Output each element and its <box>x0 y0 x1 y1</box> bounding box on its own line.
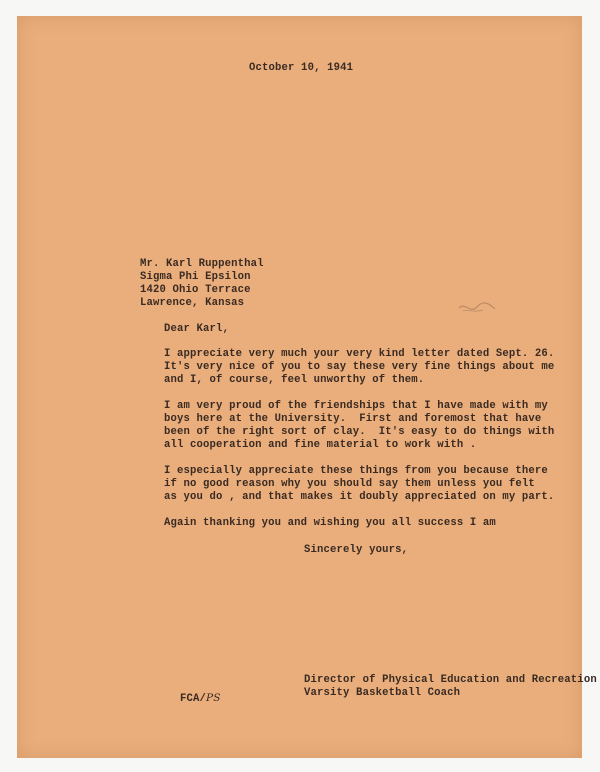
closing: Sincerely yours, <box>304 544 409 556</box>
salutation: Dear Karl, <box>164 323 230 335</box>
paragraph-line: been of the right sort of clay. It's easy to do things with <box>164 426 555 438</box>
paragraph-line: boys here at the University. First and foremost that have <box>164 413 542 425</box>
address-line: Sigma Phi Epsilon <box>140 271 251 283</box>
paragraph-line: and I, of course, feel unworthy of them. <box>164 374 425 386</box>
address-line: Lawrence, Kansas <box>140 297 245 309</box>
letter-date: October 10, 1941 <box>249 62 354 74</box>
ink-smudge-mark <box>457 300 497 316</box>
address-line: Mr. Karl Ruppenthal <box>140 258 264 270</box>
typist-initials: FCA/ <box>180 693 207 705</box>
paragraph-line: I am very proud of the friendships that I have made with my <box>164 400 548 412</box>
paragraph-line: all cooperation and fine material to work with . <box>164 439 477 451</box>
paragraph-line: Again thanking you and wishing you all success I am <box>164 517 496 529</box>
paragraph-line: I especially appreciate these things from you because there <box>164 465 548 477</box>
reference-initials <box>180 688 221 707</box>
paragraph-line: if no good reason why you should say them unless you felt <box>164 478 535 490</box>
title-line: Director of Physical Education and Recreation <box>304 674 597 686</box>
title-line: Varsity Basketball Coach <box>304 687 461 699</box>
handwritten-initials: PS <box>206 692 221 704</box>
address-line: 1420 Ohio Terrace <box>140 284 251 296</box>
paragraph-line: I appreciate very much your very kind letter dated Sept. 26. <box>164 348 555 360</box>
paragraph-line: It's very nice of you to say these very fine things about me <box>164 361 555 373</box>
paragraph-line: as you do , and that makes it doubly appreciated on my part. <box>164 491 555 503</box>
